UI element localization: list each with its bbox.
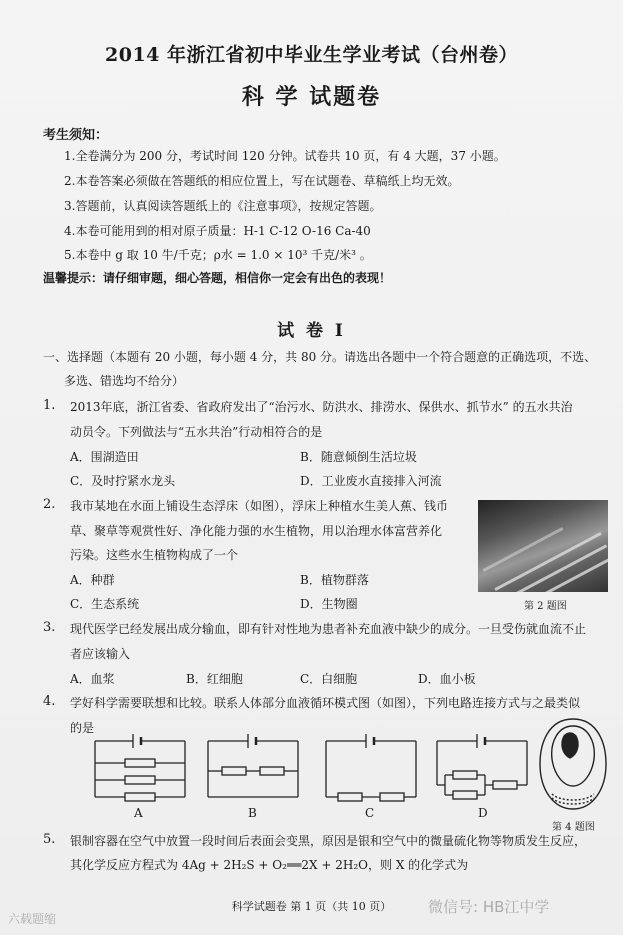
option-a: A．围湖造田 <box>70 450 139 464</box>
option-b: B．植物群落 <box>300 573 369 587</box>
notice-item: 2.本卷答案必须做在答题纸的相应位置上，写在试题卷、草稿纸上均无效。 <box>64 174 460 188</box>
circuit-label: A <box>134 806 143 820</box>
question-number: 4. <box>43 694 56 709</box>
question-number: 5. <box>43 832 56 847</box>
question-text: 污染。这些水生植物构成了一个 <box>70 548 239 562</box>
notice-tip: 温馨提示：请仔细审题，细心答题，相信你一定会有出色的表现！ <box>43 271 392 285</box>
option-b: B．随意倾倒生活垃圾 <box>300 450 417 464</box>
section-intro: 多选、错选均不给分） <box>64 374 185 388</box>
circuit-label: B <box>248 806 257 820</box>
figure-caption: 第 2 题图 <box>524 601 567 612</box>
figure-caption: 第 4 题图 <box>552 822 595 833</box>
blood-circulation-diagram <box>538 714 608 814</box>
option-d: D．工业废水直接排入河流 <box>300 474 442 488</box>
notice-item: 1.全卷满分为 200 分，考试时间 120 分钟。试卷共 10 页，有 4 大题，37 小题。 <box>64 149 506 163</box>
question-number: 2. <box>43 497 56 512</box>
option-d: D．血小板 <box>418 672 476 686</box>
option-c: C．白细胞 <box>300 672 358 686</box>
exam-title: 2014 年浙江省初中毕业生学业考试（台州卷） <box>105 44 518 66</box>
question-text: 学好科学需要联想和比较。联系人体部分血液循环模式图（如图），下列电路连接方式与之最类似 <box>70 696 581 710</box>
notice-heading: 考生须知： <box>43 128 109 143</box>
option-d: D．生物圈 <box>300 597 358 611</box>
circuit-a-diagram <box>95 733 185 803</box>
circuit-c-diagram <box>326 733 416 803</box>
section-title: 试 卷 Ⅰ <box>277 321 346 341</box>
floating-bed-photo <box>478 500 608 592</box>
question-text: 我市某地在水面上铺设生态浮床（如图），浮床上种植水生美人蕉、钱币 <box>70 499 449 513</box>
circuit-label: C <box>365 806 375 820</box>
question-text: 动员令。下列做法与“五水共治”行动相符合的是 <box>70 425 323 439</box>
question-text: 者应该输入 <box>70 647 131 661</box>
question-text: 现代医学已经发展出成分输血，即有针对性地为患者补充血液中缺少的成分。一旦受伤就血流不止 <box>70 622 587 636</box>
question-text: 银制容器在空气中放置一段时间后表面会变黑，原因是银和空气中的微量硫化物等物质发生反应， <box>70 834 587 848</box>
page-footer: 科学试题卷 第 1 页（共 10 页） <box>231 900 392 913</box>
question-text: 2013年底，浙江省委、省政府发出了“治污水、防洪水、排涝水、保供水、抓节水” 的五水共治 <box>70 400 573 414</box>
question-number: 3. <box>43 620 56 635</box>
circuit-b-diagram <box>208 733 298 803</box>
wechat-watermark: 微信号: HB江中学 <box>428 898 550 916</box>
option-a: A．种群 <box>70 573 115 587</box>
question-number: 1. <box>43 398 56 413</box>
circuit-d-diagram <box>437 733 527 803</box>
question-text: 草、聚草等观赏性好、净化能力强的水生植物，用以治理水体富营养化 <box>70 524 443 538</box>
option-c: C．及时拧紧水龙头 <box>70 474 176 488</box>
option-a: A．血浆 <box>70 672 115 686</box>
notice-item: 3.答题前，认真阅读答题纸上的《注意事项》，按规定答题。 <box>64 199 382 213</box>
question-text: 的是 <box>70 721 95 735</box>
notice-item: 4.本卷可能用到的相对原子质量：H-1 C-12 O-16 Ca-40 <box>64 224 371 238</box>
question-text: 其化学反应方程式为 4Ag + 2H₂S + O₂══2X + 2H₂O，则 X 的化学式为 <box>70 858 469 872</box>
notice-item: 5.本卷中 g 取 10 牛/千克；ρ水 = 1.0 × 10³ 千克/米³ 。 <box>64 248 372 262</box>
section-intro: 一、选择题（本题有 20 小题，每小题 4 分，共 80 分。请选出各题中一个符合题意的正确选项，不选、 <box>43 350 597 364</box>
circuit-label: D <box>478 806 488 820</box>
option-c: C．生态系统 <box>70 597 140 611</box>
corner-watermark: 六载题缩 <box>8 912 57 926</box>
option-b: B．红细胞 <box>186 672 243 686</box>
exam-subtitle: 科 学 试题卷 <box>241 84 382 110</box>
